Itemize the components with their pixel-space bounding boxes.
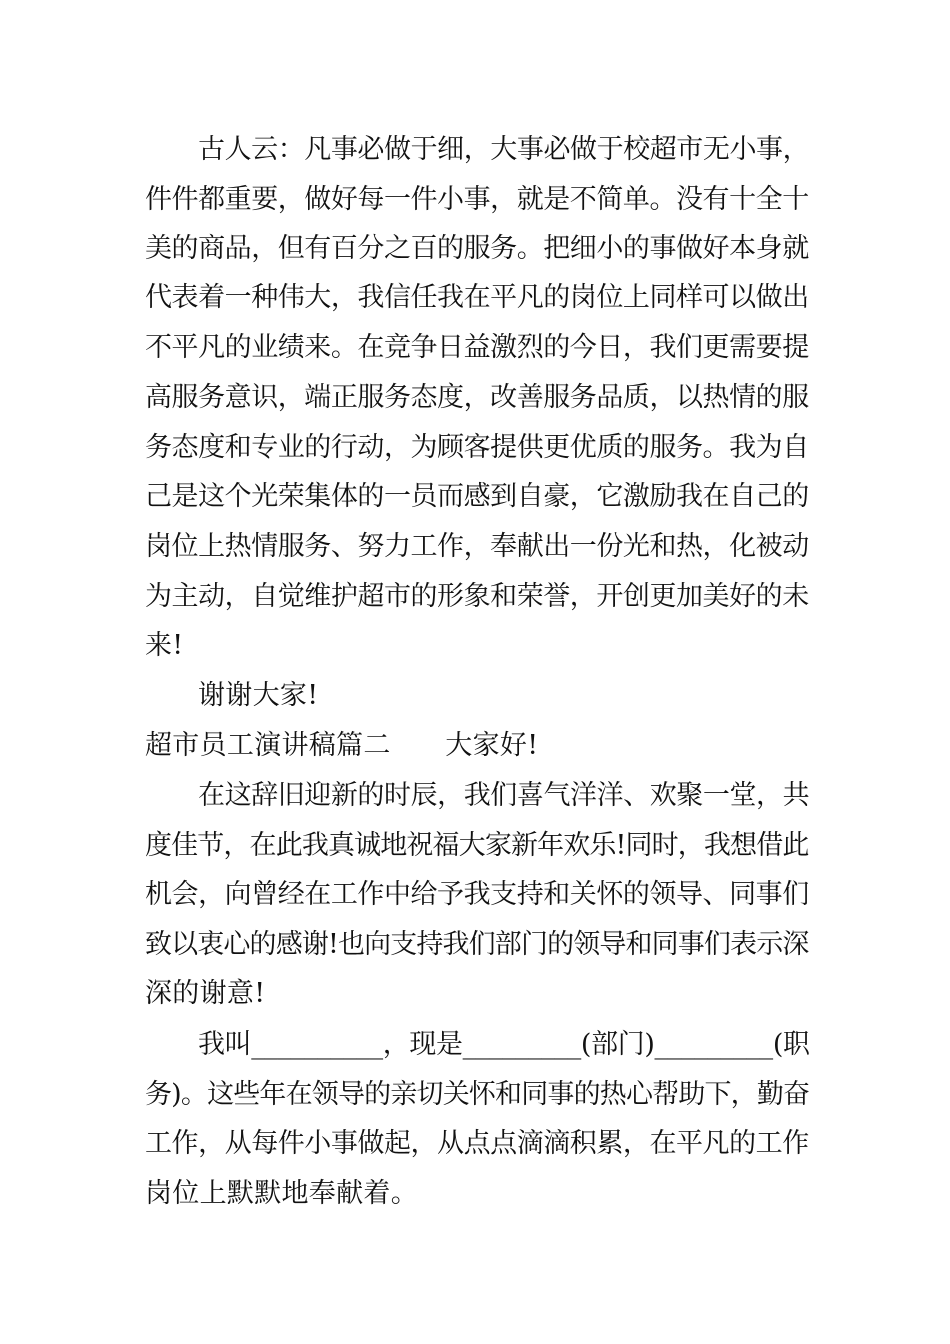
text-line: 致以衷心的感谢!也向支持我们部门的领导和同事们表示深 — [145, 929, 809, 960]
text-line: 度佳节，在此我真诚地祝福大家新年欢乐!同时，我想借此 — [145, 830, 809, 861]
text-line: 件件都重要，做好每一件小事，就是不简单。没有十全十 — [145, 184, 809, 215]
text-line: 岗位上默默地奉献着。 — [145, 1178, 418, 1209]
text-line: 岗位上热情服务、努力工作，奉献出一份光和热，化被动 — [145, 531, 809, 562]
text-line: 美的商品，但有百分之百的服务。把细小的事做好本身就 — [145, 233, 809, 264]
text-line: 机会，向曾经在工作中给予我支持和关怀的领导、同事们 — [145, 879, 809, 910]
text-line: 不平凡的业绩来。在竞争日益激烈的今日，我们更需要提 — [145, 332, 809, 363]
section-heading: 超市员工演讲稿篇二 大家好! — [145, 730, 539, 761]
text-line: 谢谢大家! — [198, 680, 319, 711]
text-line: 深的谢意! — [145, 978, 266, 1009]
text-line: 务)。这些年在领导的亲切关怀和同事的热心帮助下，勤奋 — [145, 1079, 810, 1110]
text-line: 工作，从每件小事做起，从点点滴滴积累，在平凡的工作 — [145, 1128, 809, 1159]
text-line: 为主动，自觉维护超市的形象和荣誉，开创更加美好的未 — [145, 581, 809, 612]
text-line: 古人云：凡事必做于细，大事必做于校超市无小事， — [198, 134, 810, 165]
text-line: 来! — [145, 630, 184, 661]
text-line: 在这辞旧迎新的时辰，我们喜气洋洋、欢聚一堂，共 — [198, 780, 810, 811]
text-line: 我叫__________，现是_________(部门)_________(职 — [198, 1029, 810, 1060]
text-line: 代表着一种伟大，我信任我在平凡的岗位上同样可以做出 — [145, 282, 809, 313]
text-line: 高服务意识，端正服务态度，改善服务品质，以热情的服 — [145, 382, 809, 413]
text-line: 务态度和专业的行动，为顾客提供更优质的服务。我为自 — [145, 432, 809, 463]
text-line: 己是这个光荣集体的一员而感到自豪，它激励我在自己的 — [145, 481, 809, 512]
